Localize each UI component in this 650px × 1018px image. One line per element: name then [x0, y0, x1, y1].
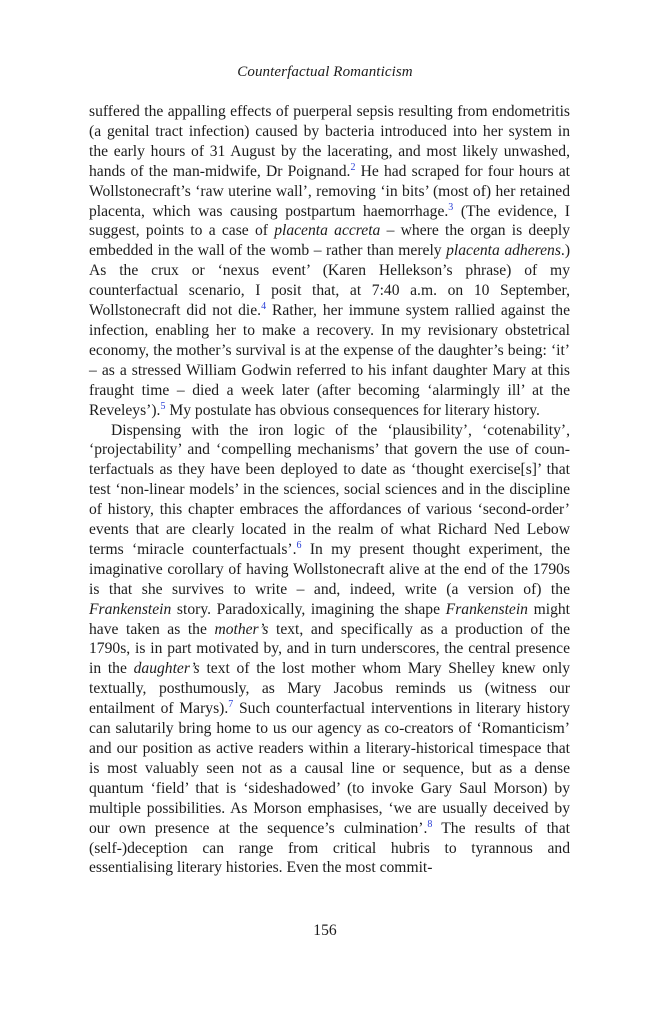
text-span: text of the lost mother whom Mary Shelley knew only textually, posthumously, as Mary Jacobus reminds us (witness our entailment of Marys).: [89, 660, 570, 718]
text-span: Dispensing with the iron logic of the ‘plausibility’, ‘cotenability’, ‘projectability’ and ‘compelling mechanisms’ that govern the use of counterfactuals as they have been deployed to date as ‘thought exercise[s]’ that test ‘non-linear models’ in the sciences, social sciences and in the discipline of history, this chapter embraces the affordances of various ‘second-order’ events that are clearly located in the realm of what Richard Ned Lebow terms ‘miracle counterfactuals’.: [89, 421, 570, 558]
text-span: suffered the appalling effects of puerperal sepsis resulting from endometritis (a genital tract infection) caused by bacteria introduced into her system in the early hours of 31 August by the lacerating, and most likely unwashed, hands of the man-midwife, Dr Poignand.: [89, 103, 570, 180]
footnote-marker-5[interactable]: 5: [160, 400, 166, 412]
footnote-marker-7[interactable]: 7: [228, 699, 234, 710]
text-span: (The evidence, I suggest, points to a case of: [89, 202, 570, 240]
text-span: Rather, her immune system rallied against the infection, enabling her to make a recovery. In my revisionary obstetrical economy, the mother’s survival is at the expense of the daughter’s being: ‘it’ – as a stressed William Godwin referred to his infant daughter Mary at this fraught time – died a week later (after becoming ‘alarmingly ill’ at the Reveleys’).: [89, 302, 570, 419]
text-span: text, and specifically as a production of the 1790s, is in part motivated by, and in turn underscores, the central presence in the: [89, 620, 570, 678]
text-span: Such counterfactual interventions in literary history can salutarily bring home to us our agency as co-creators of ‘Romanticism’ and our position as active readers within a literary-historical timespace that is most valuably seen not as a causal line or sequence, but as a dense quantum ‘field’ that is ‘sideshadowed’ (to invoke Gary Saul Morson) by multiple possibilities. As Morson emphasises, ‘we are usually deceived by our own presence at the sequence’s culmination’.: [89, 700, 570, 837]
text-span: In my present thought experiment, the imaginative corollary of having Wollstonecraft alive at the end of the 1790s is that she survives to write – and, indeed, write (a version of) the: [89, 540, 570, 598]
text-span: My postulate has obvious consequences for literary history.: [165, 401, 540, 419]
italic-term: mother’s: [214, 620, 269, 638]
text-span: might have taken as the: [89, 600, 570, 638]
text-span: story. Paradoxically, imagining the shape: [171, 600, 446, 618]
text-span: He had scraped for four hours at Wollstonecraft’s ‘raw uterine wall’, removing ‘in bits’ (most of) her retained placenta, which was causing postpartum haemorrhage.: [89, 162, 570, 220]
footnote-marker-2[interactable]: 2: [350, 161, 356, 173]
paragraph-2: [89, 421, 570, 879]
footnote-marker-3[interactable]: 3: [448, 201, 454, 213]
italic-title: Frankenstein: [89, 600, 172, 618]
italic-term: placenta accreta: [274, 222, 381, 240]
italic-term: placenta adherens: [446, 242, 561, 260]
running-head: Counterfactual Romanticism: [237, 64, 413, 80]
footnote-marker-6[interactable]: 6: [296, 539, 302, 551]
body-text: [89, 102, 570, 878]
text-span: The results of that (self-)deception can range from critical hubris to tyrannous and essentialising literary histories. Even the most commit-: [89, 819, 570, 877]
text-span: – where the organ is deeply embedded in the wall of the womb – rather than merely: [89, 222, 570, 260]
italic-title: Frankenstein: [445, 600, 528, 618]
italic-term: daughter’s: [133, 660, 200, 678]
footnote-marker-4[interactable]: 4: [261, 300, 267, 312]
paragraph-1: [89, 102, 570, 421]
text-span: .) As the crux or ‘nexus event’ (Karen Hellekson’s phrase) of my counterfactual scenario, I posit that, at 7:40 a.m. on 10 September, Wollstonecraft did not die.: [89, 242, 571, 320]
page-number: 156: [313, 922, 337, 939]
footnote-marker-8[interactable]: 8: [427, 818, 433, 830]
